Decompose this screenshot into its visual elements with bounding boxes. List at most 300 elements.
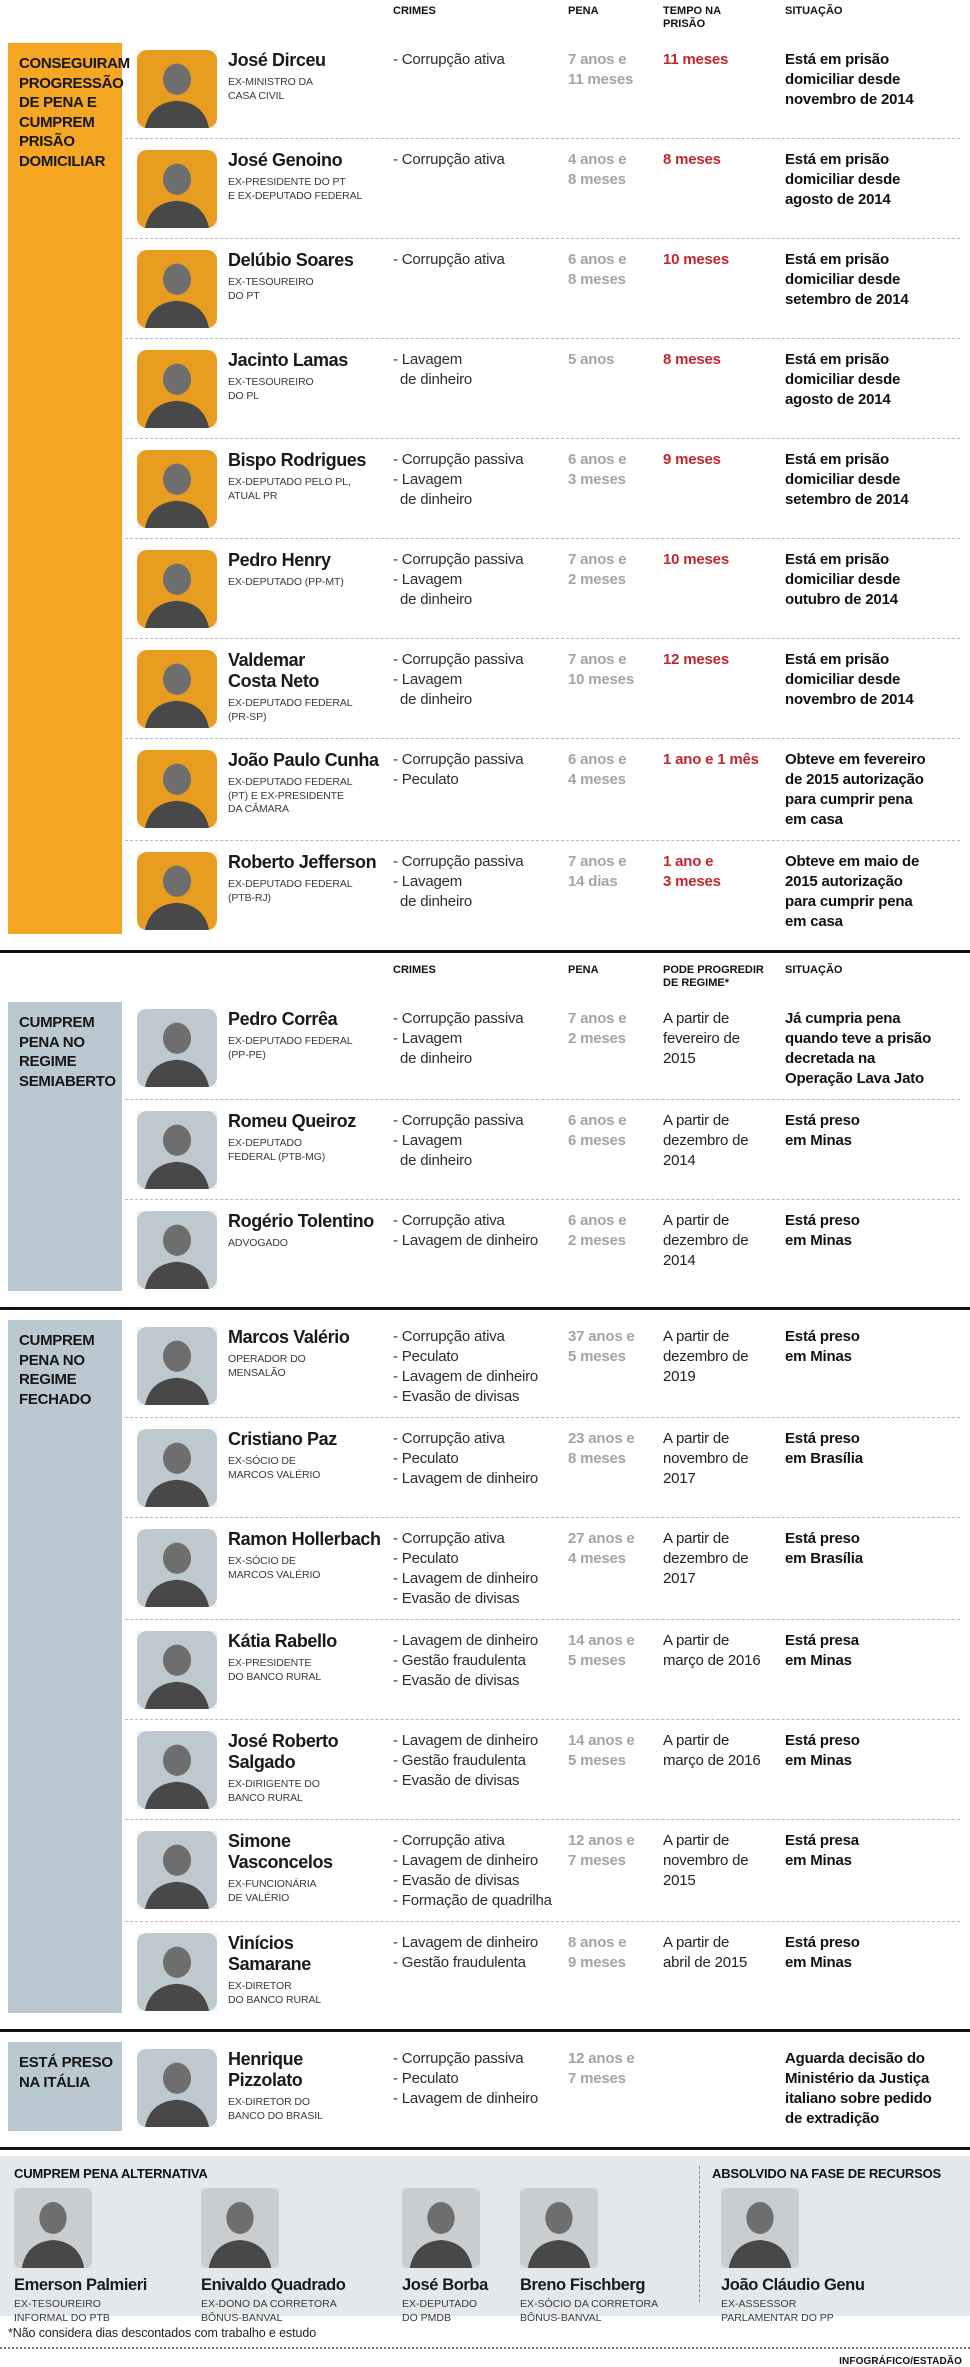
situacao-cell [785,852,960,932]
crime-line: - Lavagem [393,471,463,488]
person-title: EX-DONO DA CORRETORA [201,2298,337,2310]
progredir-cell [663,1831,785,1911]
person-title: EX-DEPUTADO (PP-MT) [228,576,344,588]
crime-line: - Peculato [393,1550,459,1567]
person-title: MARCOS VALÉRIO [228,1468,321,1481]
pena-line: 14 anos e [568,1632,635,1649]
crime-line: - Lavagem [393,671,463,688]
table-row [125,1719,960,1819]
person-name: Simone [228,1831,291,1851]
section-label-line: PENA NO [19,1351,85,1369]
section-slot-rest [0,998,970,2143]
person-name: João Cláudio Genu [721,2276,865,2294]
tempo-cell [663,150,785,228]
situacao-line: para cumprir pena [785,893,913,910]
photo-cell [125,1933,228,2011]
pena-cell [568,1933,663,2011]
table-row [125,138,960,238]
person-title: EX-DEPUTADO [402,2298,478,2310]
section-italia [0,2038,970,2143]
person-name: Emerson Palmieri [14,2276,147,2294]
crime-line: - Corrupção passiva [393,451,524,468]
crimes-cell [393,1211,568,1289]
situacao-line: agosto de 2014 [785,391,891,408]
crime-line: de dinheiro [400,1152,473,1169]
person-photo [137,550,217,628]
situacao-line: Está preso [785,1934,860,1951]
person-silhouette [137,1831,217,1909]
pena-line: 6 anos e [568,751,627,768]
pena-cell [568,1009,663,1089]
situacao-line: Está presa [785,1632,859,1649]
pena-line: 6 anos e [568,1112,627,1129]
pena-line: 8 meses [568,171,626,188]
person-title: MENSALÃO [228,1366,286,1379]
situacao-line: de 2015 autorização [785,771,924,788]
section-fechado [0,1316,970,2025]
person-identity [228,750,393,830]
situacao-line: Está em prisão [785,351,889,368]
situacao-line: novembro de 2014 [785,691,914,708]
progredir-line: 2015 [663,1050,696,1067]
pena-line: 7 anos e [568,1010,627,1027]
crime-line: - Lavagem [393,571,463,588]
person-title: MARCOS VALÉRIO [228,1568,321,1581]
person-photo [137,350,217,428]
situacao-line: Está em prisão [785,651,889,668]
progredir-line: A partir de [663,1010,730,1027]
person-silhouette [137,750,217,828]
person-silhouette [721,2188,799,2268]
pena-line: 7 anos e [568,51,627,68]
progredir-line: 2015 [663,1872,696,1889]
person-identity [228,1111,393,1189]
table-row [125,1619,960,1719]
pena-cell [568,1327,663,1407]
progredir-line: A partir de [663,1212,730,1229]
section-rows [125,1316,960,2021]
person-photo [137,450,217,528]
photo-cell [125,350,228,428]
bottom-panel [0,2156,970,2324]
crime-line: - Lavagem [393,1132,463,1149]
situacao-cell [785,250,960,328]
section-label-line: CUMPREM [19,1014,95,1031]
pena-line: 23 anos e [568,1430,635,1447]
crime-line: - Corrupção ativa [393,1328,505,1345]
situacao-line: novembro de 2014 [785,91,914,108]
crime-line: de dinheiro [400,491,473,508]
person-name: Costa Neto [228,671,320,691]
person-title: EX-DEPUTADO FEDERAL [228,1035,353,1047]
section-label-line: PROGRESSÃO [19,74,124,92]
person-photo [201,2188,279,2268]
section-label-line: PENA NO [19,1033,85,1051]
col-header-pena: PENA [568,5,599,17]
crime-line: - Corrupção passiva [393,853,524,870]
situacao-line: Está em prisão [785,51,889,68]
tempo-line: 8 meses [663,351,721,368]
progredir-cell [663,1631,785,1709]
section-rows [125,39,960,942]
tempo-line: 9 meses [663,451,721,468]
progredir-cell [663,1009,785,1089]
person-silhouette [137,650,217,728]
person-silhouette [137,250,217,328]
person-name: Ramon Hollerbach [228,1529,381,1549]
column-headers-2 [125,959,960,998]
crimes-cell [393,1429,568,1507]
person-identity [228,1631,393,1709]
progredir-line: dezembro de [663,1232,749,1249]
bottom-person-card [201,2188,345,2325]
crime-line: de dinheiro [400,1050,473,1067]
pena-line: 2 meses [568,571,626,588]
person-title: DE VALÉRIO [228,1891,290,1904]
section-label-line: CUMPREM [19,1332,95,1349]
bottom-header-alternativa: CUMPREM PENA ALTERNATIVA [14,2166,208,2181]
tempo-line: 3 meses [663,873,721,890]
pena-cell [568,250,663,328]
person-title: DO PT [228,289,260,302]
pena-line: 7 meses [568,2070,626,2087]
person-silhouette [137,350,217,428]
person-name: Henrique [228,2049,303,2069]
crime-line: - Lavagem de dinheiro [393,1934,539,1951]
person-title: OPERADOR DO [228,1353,306,1365]
pena-cell [568,550,663,628]
person-photo [137,1111,217,1189]
person-silhouette [137,1631,217,1709]
pena-cell [568,450,663,528]
crimes-cell [393,150,568,228]
table-row [125,1417,960,1517]
person-photo [721,2188,799,2268]
situacao-line: 2015 autorização [785,873,903,890]
crime-line: - Corrupção ativa [393,1832,505,1849]
person-silhouette [201,2188,279,2268]
progredir-line: A partir de [663,1732,730,1749]
person-identity [228,1211,393,1289]
situacao-line: Já cumpria pena [785,1010,901,1027]
crime-line: - Evasão de divisas [393,1672,520,1689]
crimes-cell [393,1631,568,1709]
pena-line: 7 anos e [568,853,627,870]
person-photo [137,852,217,930]
tempo-line: 1 ano e 1 mês [663,751,759,768]
col-header-pena: PENA [568,964,599,976]
crime-line: - Corrupção passiva [393,1010,524,1027]
person-title: DO BANCO RURAL [228,1993,322,2006]
pena-cell [568,50,663,128]
photo-cell [125,550,228,628]
section-label [8,2042,122,2131]
pena-cell [568,750,663,830]
tempo-cell [663,250,785,328]
progredir-line: 2014 [663,1152,696,1169]
section-semiaberto [0,998,970,1303]
person-name: Vasconcelos [228,1852,333,1872]
situacao-line: domiciliar desde [785,371,901,388]
person-name: Pizzolato [228,2070,303,2090]
crime-line: de dinheiro [400,893,473,910]
situacao-line: decretada na [785,1050,876,1067]
pena-line: 5 meses [568,1348,626,1365]
person-silhouette [137,1327,217,1405]
pena-line: 6 anos e [568,1212,627,1229]
situacao-line: para cumprir pena [785,791,913,808]
crimes-cell [393,2049,568,2129]
person-name: Salgado [228,1752,296,1772]
situacao-cell [785,1831,960,1911]
section-label-line: DE PENA E [19,94,97,111]
pena-line: 27 anos e [568,1530,635,1547]
progredir-line: A partir de [663,1328,730,1345]
situacao-line: agosto de 2014 [785,191,891,208]
person-name: Pedro Henry [228,550,331,570]
person-name: Jacinto Lamas [228,350,348,370]
person-identity [228,50,393,128]
table-row [125,998,960,1099]
person-title: BÔNUS-BANVAL [201,2311,283,2324]
progredir-line: 2017 [663,1570,696,1587]
crime-line: - Corrupção passiva [393,751,524,768]
crime-line: - Lavagem de dinheiro [393,1570,539,1587]
tempo-line: 1 ano e [663,853,714,870]
section-label [8,43,130,934]
person-identity [228,350,393,428]
pena-line: 2 meses [568,1030,626,1047]
section-divider-line [0,2029,970,2032]
tempo-line: 8 meses [663,151,721,168]
person-name: José Borba [402,2276,488,2294]
table-row [125,738,960,840]
person-title: BANCO RURAL [228,1791,303,1804]
pena-line: 4 meses [568,771,626,788]
person-name: Rogério Tolentino [228,1211,374,1231]
person-title: EX-DEPUTADO [228,1137,302,1149]
tempo-line: 12 meses [663,651,729,668]
crime-line: - Evasão de divisas [393,1590,520,1607]
progredir-line: março de 2016 [663,1652,761,1669]
pena-cell [568,852,663,932]
pena-line: 9 meses [568,1954,626,1971]
situacao-line: domiciliar desde [785,471,901,488]
person-silhouette [402,2188,480,2268]
crimes-cell [393,1111,568,1189]
crime-line: - Corrupção ativa [393,51,505,68]
tempo-line: 10 meses [663,251,729,268]
crimes-cell [393,650,568,728]
person-photo [520,2188,598,2268]
situacao-line: em Minas [785,1752,852,1769]
situacao-line: Está preso [785,1112,860,1129]
col-header-progredir: PODE PROGREDIR DE REGIME* [663,964,764,989]
person-name: Pedro Corrêa [228,1009,338,1029]
pena-line: 11 meses [568,71,634,88]
crimes-cell [393,750,568,830]
person-photo [137,250,217,328]
situacao-line: setembro de 2014 [785,491,909,508]
progredir-cell [663,1111,785,1189]
pena-cell [568,1111,663,1189]
progredir-line: dezembro de [663,1132,749,1149]
pena-cell [568,650,663,728]
situacao-line: outubro de 2014 [785,591,898,608]
situacao-cell [785,1631,960,1709]
person-name: Samarane [228,1954,311,1974]
photo-cell [125,1731,228,1809]
person-identity [228,1529,393,1609]
person-name: Kátia Rabello [228,1631,337,1651]
pena-line: 5 meses [568,1752,626,1769]
pena-line: 5 meses [568,1652,626,1669]
person-photo [137,2049,217,2127]
person-title: DA CÂMARA [228,803,289,815]
person-title: EX-DEPUTADO PELO PL, [228,476,351,488]
crime-line: de dinheiro [400,371,473,388]
crimes-cell [393,350,568,428]
situacao-cell [785,2049,960,2129]
situacao-line: em casa [785,811,843,828]
pena-cell [568,1831,663,1911]
pena-line: 2 meses [568,1232,626,1249]
table-row [125,2038,960,2139]
person-silhouette [137,1009,217,1087]
crimes-cell [393,1327,568,1407]
situacao-line: Está em prisão [785,251,889,268]
situacao-line: setembro de 2014 [785,291,909,308]
progredir-cell [663,1933,785,2011]
situacao-line: em casa [785,913,843,930]
photo-cell [125,2049,228,2129]
person-photo [137,50,217,128]
photo-cell [125,852,228,932]
situacao-cell [785,650,960,728]
section-label-line: ESTÁ PRESO [19,2054,113,2071]
section-label-line: REGIME [19,1053,77,1070]
situacao-line: domiciliar desde [785,171,901,188]
person-title: FEDERAL (PTB-MG) [228,1150,326,1163]
person-photo [137,650,217,728]
situacao-line: Está em prisão [785,151,889,168]
person-silhouette [137,1529,217,1607]
person-photo [14,2188,92,2268]
footer-dotted-line [0,2347,970,2349]
pena-cell [568,1631,663,1709]
situacao-line: Operação Lava Jato [785,1070,924,1087]
person-identity [228,550,393,628]
person-silhouette [137,50,217,128]
pena-line: 7 anos e [568,551,627,568]
progredir-line: A partir de [663,1632,730,1649]
person-name: Romeu Queiroz [228,1111,356,1131]
crime-line: - Peculato [393,1450,459,1467]
tempo-line: 10 meses [663,551,729,568]
person-title: BÔNUS-BANVAL [520,2311,602,2324]
situacao-cell [785,1529,960,1609]
crimes-cell [393,1731,568,1809]
crime-line: - Corrupção ativa [393,251,505,268]
progredir-line: dezembro de [663,1348,749,1365]
person-identity [228,150,393,228]
crimes-cell [393,1831,568,1911]
pena-line: 14 anos e [568,1732,635,1749]
section-label [8,1002,122,1291]
person-photo [137,1529,217,1607]
pena-line: 10 meses [568,671,634,688]
person-title: DO PL [228,389,260,402]
pena-line: 8 meses [568,271,626,288]
pena-line: 3 meses [568,471,626,488]
situacao-cell [785,550,960,628]
progredir-line: A partir de [663,1934,730,1951]
situacao-line: Está preso [785,1328,860,1345]
situacao-line: em Minas [785,1954,852,1971]
crime-line: - Corrupção passiva [393,2050,524,2067]
section-label-line: REGIME [19,1371,77,1388]
photo-cell [125,250,228,328]
person-title: EX-SÓCIO DA CORRETORA [520,2298,659,2310]
person-photo [402,2188,480,2268]
crimes-cell [393,550,568,628]
crime-line: - Corrupção passiva [393,551,524,568]
person-name: José Roberto [228,1731,339,1751]
section-divider-line [0,950,970,953]
progredir-line: abril de 2015 [663,1954,748,1971]
photo-cell [125,1327,228,1407]
situacao-line: Está preso [785,1212,860,1229]
person-title: EX-DIRIGENTE DO [228,1778,320,1790]
situacao-line: domiciliar desde [785,71,901,88]
crimes-cell [393,852,568,932]
situacao-line: em Minas [785,1232,852,1249]
crime-line: - Evasão de divisas [393,1388,520,1405]
crimes-cell [393,1529,568,1609]
person-title: EX-SÓCIO DE [228,1455,296,1467]
person-photo [137,1933,217,2011]
crime-line: - Gestão fraudulenta [393,1954,526,1971]
situacao-line: em Brasília [785,1450,863,1467]
crime-line: - Peculato [393,2070,459,2087]
crime-line: - Lavagem de dinheiro [393,1852,539,1869]
progredir-line: 2019 [663,1368,696,1385]
progredir-line: A partir de [663,1832,730,1849]
table-row [125,438,960,538]
person-photo [137,1631,217,1709]
person-silhouette [137,1933,217,2011]
pena-cell [568,150,663,228]
progredir-cell [663,1529,785,1609]
col-header-situacao: SITUAÇÃO [785,5,843,17]
person-title: DO BANCO RURAL [228,1670,322,1683]
person-photo [137,1429,217,1507]
person-title: (PP-PE) [228,1048,266,1061]
col-header-situacao: SITUAÇÃO [785,964,843,976]
section-divider-line [0,2147,970,2150]
crime-line: - Corrupção passiva [393,1112,524,1129]
person-title: EX-FUNCIONÁRIA [228,1878,317,1890]
situacao-cell [785,1933,960,2011]
person-photo [137,1831,217,1909]
person-identity [228,2049,393,2129]
person-photo [137,1211,217,1289]
situacao-line: Obteve em maio de [785,853,920,870]
person-silhouette [137,150,217,228]
tempo-line: 11 meses [663,51,729,68]
situacao-line: Está preso [785,1530,860,1547]
pena-line: 14 dias [568,873,618,890]
